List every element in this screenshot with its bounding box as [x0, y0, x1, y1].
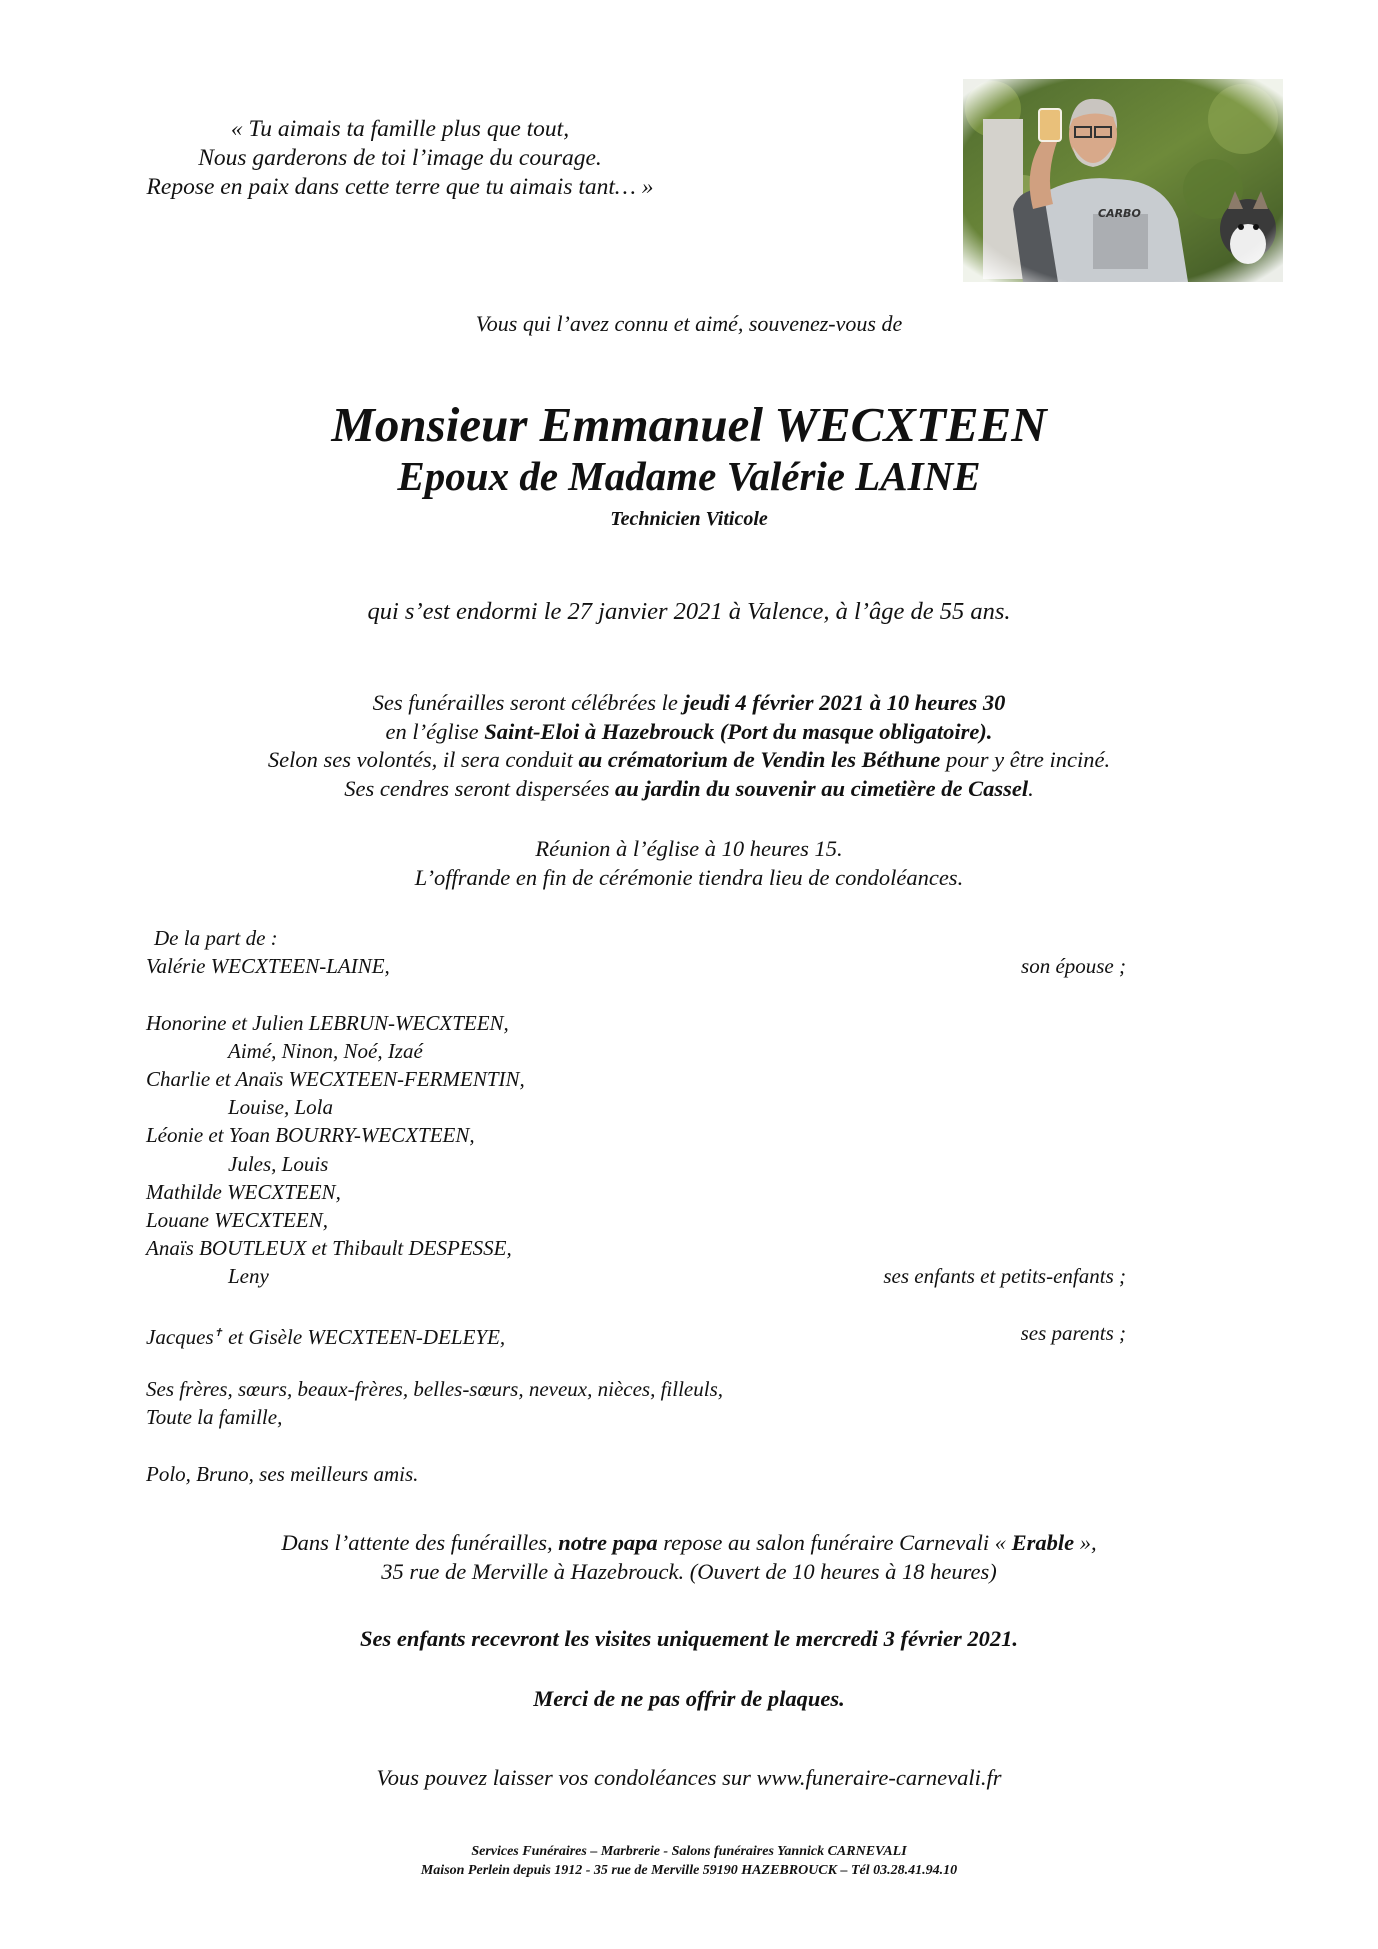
grandchildren: Leny [228, 1264, 269, 1289]
family-spouse-row [146, 952, 1126, 980]
funeral-text: Ses cendres seront dispersées [344, 775, 615, 801]
list-item [146, 1093, 1126, 1121]
spouse-line: Epoux de Madame Valérie LAINE [397, 453, 981, 499]
quote-line: « Tu aimais ta famille plus que tout, [230, 116, 570, 142]
father-name: Jacques [146, 1324, 214, 1349]
quote-line: Repose en paix dans cette terre que tu aimais tant… » [146, 174, 654, 200]
cross-icon: ✝ [213, 1326, 223, 1339]
funeral-line-4 [0, 775, 1378, 804]
death-announcement: qui s’est endormi le 27 janvier 2021 à Valence, à l’âge de 55 ans. [367, 598, 1011, 625]
offering-note: L’offrande en fin de cérémonie tiendra lieu de condoléances. [414, 864, 964, 890]
siblings: Ses frères, sœurs, beaux-frères, belles-sœurs, neveux, nièces, filleuls, [146, 1377, 723, 1401]
visits-note: Ses enfants recevront les visites uniquement le mercredi 3 février 2021. [359, 1626, 1019, 1651]
salon-text: repose au salon funéraire Carnevali « [657, 1530, 1012, 1555]
funeral-line-2 [0, 718, 1378, 747]
salon-text: Dans l’attente des funérailles, [281, 1530, 559, 1555]
list-item [146, 1037, 1126, 1065]
all-family: Toute la famille, [146, 1405, 283, 1430]
funeral-details [0, 689, 1378, 803]
child: Mathilde WECXTEEN, [146, 1179, 341, 1204]
quote-line: Nous garderons de toi l’image du courage. [198, 145, 602, 171]
child: Louane WECXTEEN, [146, 1207, 328, 1232]
funeral-ashes: au jardin du souvenir au cimetière de Cassel [615, 775, 1029, 801]
list-item [146, 1065, 1126, 1093]
reunion-time: Réunion à l’église à 10 heures 15. [535, 836, 843, 861]
intro-text: Vous qui l’avez connu et aimé, souvenez-vous de [475, 311, 903, 336]
footer-line-2: Maison Perlein depuis 1912 - 35 rue de Merville 59190 HAZEBROUCK – Tél 03.28.41.94.10 [420, 1863, 958, 1878]
child-couple: Honorine et Julien LEBRUN-WECXTEEN, [146, 1010, 509, 1035]
salon-block [0, 1528, 1378, 1586]
family-list [146, 924, 1126, 1488]
list-item [146, 1178, 1126, 1206]
grandchildren: Jules, Louis [228, 1151, 329, 1176]
parents-row [146, 1319, 1126, 1347]
parents-role: ses parents ; [1020, 1320, 1126, 1345]
deceased-name: Monsieur Emmanuel WECXTEEN [331, 397, 1047, 452]
funeral-text: Ses funérailles seront célébrées le [372, 690, 684, 715]
plaques-note: Merci de ne pas offrir de plaques. [533, 1686, 845, 1711]
funeral-line-3 [0, 746, 1378, 775]
list-item [146, 1234, 1126, 1262]
list-item [146, 1009, 1126, 1037]
grandchildren: Louise, Lola [228, 1095, 334, 1120]
list-item [146, 1460, 1126, 1488]
grandchildren: Aimé, Ninon, Noé, Izaé [228, 1038, 423, 1063]
funeral-date: jeudi 4 février 2021 à 10 heures 30 [683, 690, 1006, 715]
footer [0, 1842, 1378, 1880]
profession: Technicien Viticole [610, 508, 768, 530]
salon-address: 35 rue de Merville à Hazebrouck. (Ouvert de 10 heures à 18 heures) [381, 1559, 997, 1584]
list-item [146, 1121, 1126, 1149]
mother-name: et Gisèle WECXTEEN-DELEYE, [222, 1324, 506, 1349]
funeral-text: en l’église [385, 718, 485, 744]
family-header-row [146, 924, 1126, 952]
quote-block [120, 115, 680, 202]
funeral-line-1 [0, 689, 1378, 718]
friends: Polo, Bruno, ses meilleurs amis. [146, 1461, 419, 1486]
portrait-photo-icon [963, 79, 1283, 282]
condolences-link[interactable]: Vous pouvez laisser vos condoléances sur www.funeraire-carnevali.fr [376, 1765, 1002, 1790]
list-item [146, 1375, 1126, 1403]
salon-text: », [1074, 1530, 1097, 1555]
parents-names [146, 1319, 505, 1351]
child-couple: Léonie et Yoan BOURRY-WECXTEEN, [146, 1123, 475, 1148]
spouse-role: son épouse ; [1021, 954, 1126, 979]
children-role: ses enfants et petits-enfants ; [883, 1264, 1126, 1289]
child-couple: Anaïs BOUTLEUX et Thibault DESPESSE, [146, 1236, 512, 1261]
list-item [146, 1403, 1126, 1431]
funeral-church: Saint-Eloi à Hazebrouck (Port du masque obligatoire). [484, 718, 993, 744]
funeral-text: . [1028, 775, 1034, 801]
salon-room: Erable [1011, 1530, 1075, 1555]
funeral-text: pour y être inciné. [940, 747, 1111, 772]
funeral-text: Selon ses volontés, il sera conduit [267, 747, 579, 772]
portrait-photo [963, 79, 1283, 282]
reunion-block [0, 835, 1378, 892]
child-couple: Charlie et Anaïs WECXTEEN-FERMENTIN, [146, 1066, 525, 1091]
family-header: De la part de : [154, 926, 278, 950]
salon-emphasis: notre papa [558, 1530, 658, 1555]
footer-line-1: Services Funéraires – Marbrerie - Salons funéraires Yannick CARNEVALI [471, 1844, 907, 1859]
list-item [146, 1150, 1126, 1178]
list-item [146, 1262, 1126, 1290]
funeral-crematorium: au crématorium de Vendin les Béthune [578, 747, 941, 772]
list-item [146, 1206, 1126, 1234]
salon-line-1 [0, 1528, 1378, 1557]
spouse-name: Valérie WECXTEEN-LAINE, [146, 954, 390, 979]
